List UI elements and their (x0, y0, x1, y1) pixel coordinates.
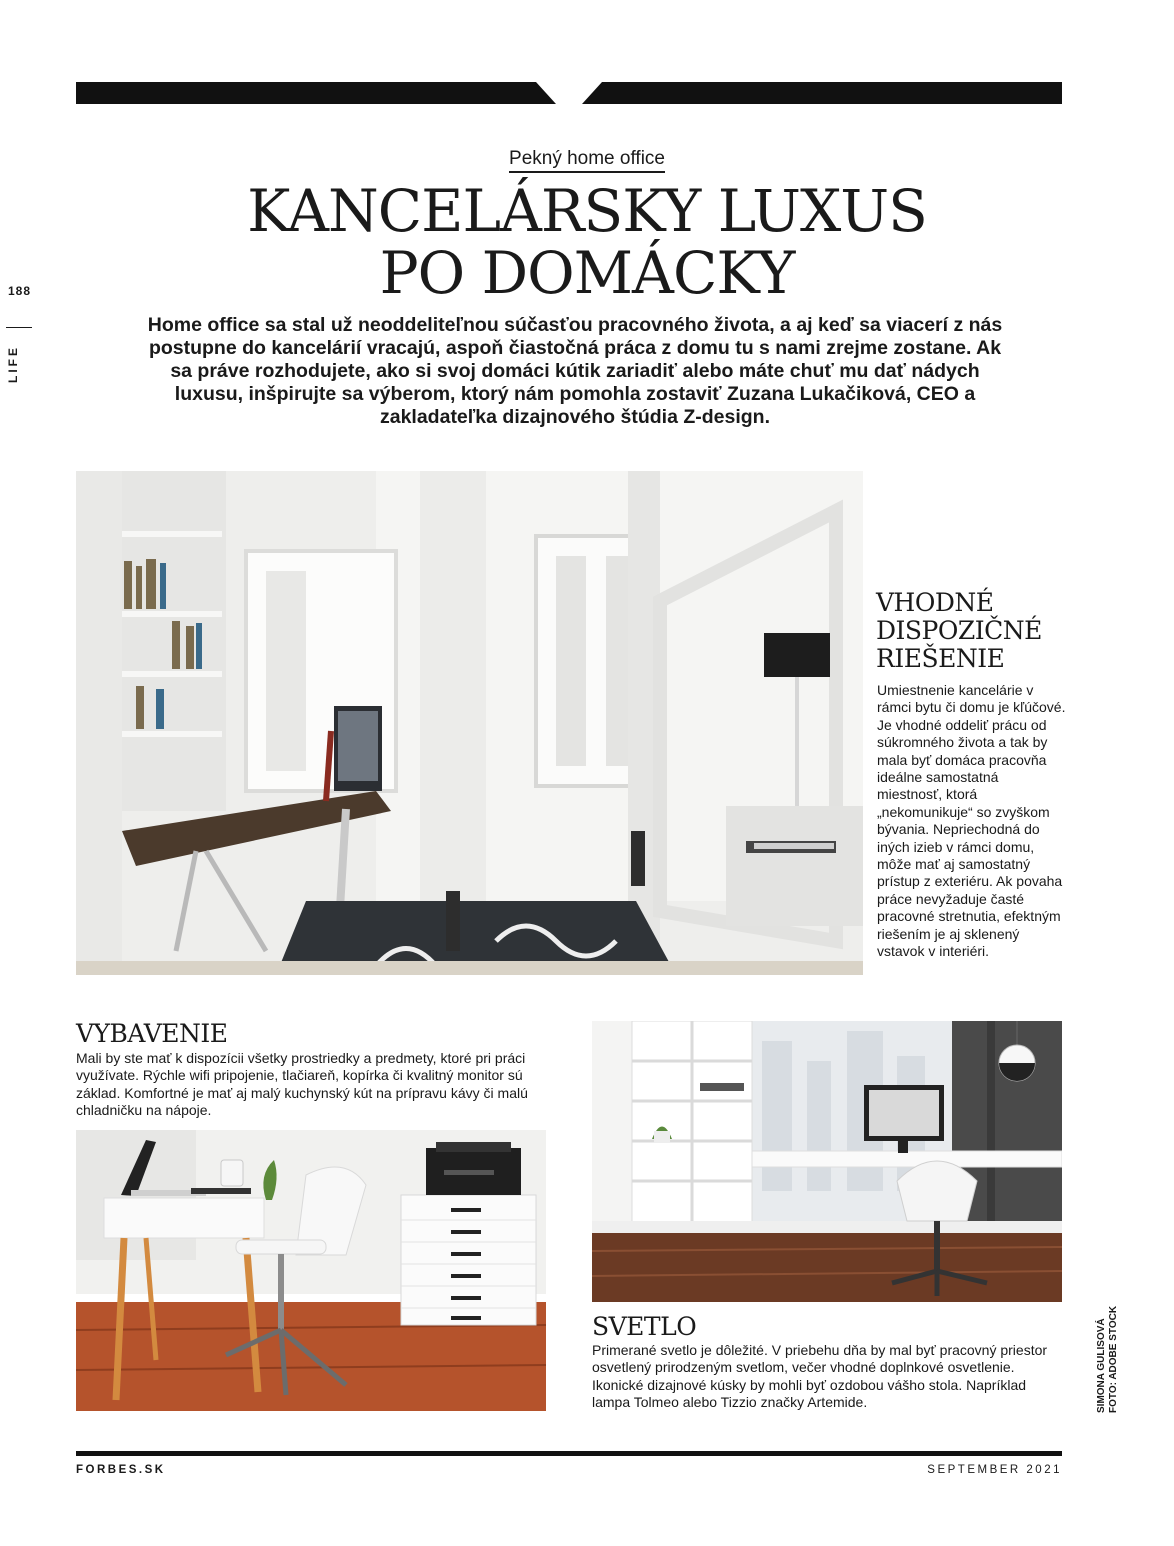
title-line-1: KANCELÁRSKY LUXUS (247, 177, 927, 245)
kicker (0, 148, 1174, 170)
dispozicia-text: Umiestnenie kancelárie v rámci bytu či domu je kľúčové. Je vhodné oddeliť prácu od súkromného života a tak by mala byť domáca pracovňa ideálne samostatná miestnosť, ktorá „nekomunikuje“ so zvyškom bývania. Nepriechodná do iných izieb v rámci domu, môže mať aj samostatný prístup z exteriéru. Ak povaha práce nevyžaduje časté pracovné stretnutia, efektným riešením je aj sklenený vstavok v interiéri. (877, 682, 1066, 960)
dispozicia-heading-line-3: RIEŠENIE (876, 644, 1005, 673)
footer-publication: FORBES.SK (76, 1464, 166, 1476)
dispozicia-heading (876, 589, 1076, 673)
footer-rule (76, 1451, 1062, 1456)
header-bar (76, 82, 1062, 104)
vybavenie-heading: VYBAVENIE (76, 1019, 228, 1048)
lead-paragraph: Home office sa stal už neoddeliteľnou súčasťou pracovného života, a aj keď sa viacerí z nás postupne do kancelárií vracajú, aspoň čiastočná práca z domu tu s nami zrejme zostane. Ak sa práve rozhodujete, ako si svoj domáci kútik zariadiť alebo máte chuť mu dať nádych luxusu, inšpirujte sa výberom, ktorý nám pomohla zostaviť Zuzana Lukačiková, CEO a zakladateľka dizajnového štúdia Z-design. (147, 314, 1003, 428)
vybavenie-text: Mali by ste mať k dispozícii všetky prostriedky a predmety, ktoré pri práci využívate. Rýchle wifi pripojenie, tlačiareň, kopírka či kvalitný monitor sú základ. Komfortné je mať aj malý kuchynský kút na prípravu kávy či malú chladničku na nápoje. (76, 1050, 528, 1119)
section-label: LIFE (6, 345, 20, 383)
office-doors-photo (76, 471, 863, 975)
dispozicia-heading-line-2: DISPOZIČNÉ (876, 616, 1042, 645)
bright-office-photo (592, 1021, 1062, 1302)
credit-photo: FOTO: ADOBE STOCK (1108, 1305, 1119, 1413)
credit-name: SIMONA GULISOVÁ (1096, 1318, 1107, 1413)
photo-credit (1096, 1298, 1122, 1413)
svetlo-text: Primerané svetlo je dôležité. V priebehu dňa by mal byť pracovný priestor osvetlený prirodzeným svetlom, večer vhodné doplnkové osvetlenie. Ikonické dizajnové kúsky by mohli byť ozdobou vášho stola. Napríklad lampa Tolmeo alebo Tizzio značky Artemide. (592, 1342, 1048, 1411)
article-title (0, 177, 1174, 307)
page-number: 188 (8, 284, 32, 298)
kicker-text: Pekný home office (509, 148, 665, 173)
title-line-2: PO DOMÁCKY (379, 239, 795, 307)
side-divider (6, 327, 32, 328)
desk-printer-photo (76, 1130, 546, 1411)
footer-issue-date: SEPTEMBER 2021 (927, 1464, 1062, 1476)
svetlo-heading: SVETLO (592, 1312, 697, 1341)
dispozicia-heading-line-1: VHODNÉ (876, 588, 994, 617)
